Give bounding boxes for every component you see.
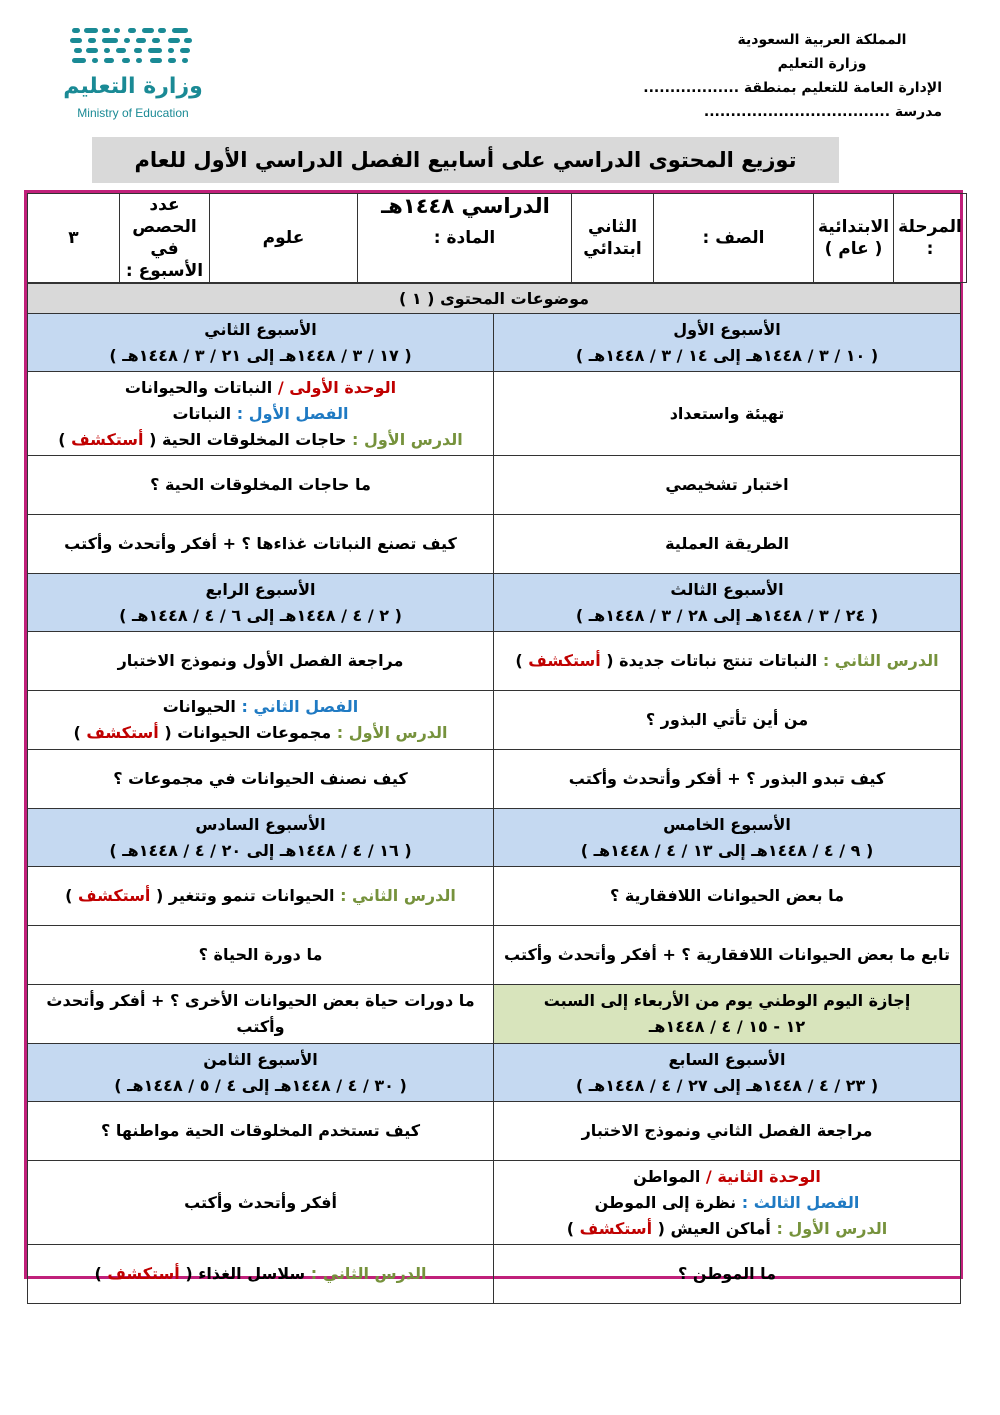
week-2-header: [28, 314, 494, 372]
week-6-cell-3: ما دورات حياة بعض الحيوانات الأخرى ؟ + أفكر وأتحدث وأكتب: [28, 985, 494, 1044]
chapter-title: نظرة إلى الموطن: [594, 1192, 737, 1212]
week-5-dates: ( ٩ / ٤ / ١٤٤٨هـ إلى ١٣ / ٤ / ١٤٤٨هـ ): [580, 840, 874, 860]
lesson-title: أماكن العيش: [670, 1218, 771, 1238]
paren: (: [164, 723, 172, 742]
table-row: [28, 515, 961, 574]
week-4-cell-3: كيف نصنف الحيوانات في مجموعات ؟: [28, 750, 494, 809]
logo-english-text: Ministry of Education: [77, 106, 189, 120]
colon: :: [741, 1192, 749, 1212]
week-5-cell-2: تابع ما بعض الحيوانات اللافقارية ؟ + أفكر وأتحدث وأكتب: [494, 926, 961, 985]
week-1-cell-1: تهيئة واستعداد: [494, 372, 961, 456]
logo-dots-icon: [68, 24, 198, 68]
chapter-label: الفصل الثاني: [253, 697, 359, 716]
table-row: [28, 1161, 961, 1245]
slash: /: [705, 1166, 712, 1186]
week-header-row: [28, 809, 961, 867]
lesson-label: الدرس الثاني: [352, 886, 456, 905]
ministry-header: [622, 28, 942, 124]
week-7-header: [494, 1044, 961, 1102]
table-row: [28, 750, 961, 809]
week-8-cell-2: أفكر وأتحدث وأكتب: [28, 1161, 494, 1245]
topics-row: [28, 284, 961, 314]
stage-value: الابتدائية ( عام ): [814, 194, 894, 283]
slash: /: [277, 377, 284, 397]
ministry-logo: [58, 24, 208, 124]
lesson-label: الدرس الأول: [788, 1218, 888, 1238]
table-row: [28, 1102, 961, 1161]
week-3-name: الأسبوع الثالث: [670, 579, 784, 599]
week-4-cell-1: مراجعة الفصل الأول ونموذج الاختبار: [28, 632, 494, 691]
paren: ): [58, 429, 66, 449]
paren: (: [606, 651, 614, 670]
week-1-name: الأسبوع الأول: [673, 319, 781, 339]
week-5-cell-1: ما بعض الحيوانات اللافقارية ؟: [494, 867, 961, 926]
week-header-row: [28, 314, 961, 372]
week-5-name: الأسبوع الخامس: [663, 814, 791, 834]
week-7-cell-3: ما الموطن ؟: [494, 1245, 961, 1304]
holiday-dates: ١٢ - ١٥ / ٤ / ١٤٤٨هـ: [648, 1017, 806, 1036]
info-table: [27, 193, 967, 283]
subject-value: علوم: [210, 194, 358, 283]
lesson-title: النباتات تنتج نباتات جديدة: [619, 651, 818, 670]
header-ministry: وزارة التعليم: [777, 56, 867, 72]
explore-tag: أستكشف: [528, 651, 601, 670]
lesson-title: حاجات المخلوقات الحية: [161, 429, 347, 449]
week-8-header: [28, 1044, 494, 1102]
info-row: [28, 194, 967, 283]
explore-tag: أستكشف: [86, 723, 159, 742]
week-4-cell-2: [28, 691, 494, 750]
paren: ): [94, 1264, 102, 1283]
header-directorate: الإدارة العامة للتعليم بمنطقة ..................: [643, 80, 942, 96]
colon: :: [822, 651, 830, 670]
paren: ): [73, 723, 81, 742]
topics-title: موضوعات المحتوى ( ١ ): [28, 284, 961, 314]
periods-value: ٣: [28, 194, 120, 283]
week-3-cell-3: كيف تبدو البذور ؟ + أفكر وأتحدث وأكتب: [494, 750, 961, 809]
unit-label: الوحدة الثانية: [717, 1166, 821, 1186]
chapter-title: الحيوانات: [162, 697, 236, 716]
week-2-cell-3: كيف تصنع النباتات غذاءها ؟ + أفكر وأتحدث وأكتب: [28, 515, 494, 574]
week-2-cell-2: ما حاجات المخلوقات الحية ؟: [28, 456, 494, 515]
week-1-cell-2: اختبار تشخيصي: [494, 456, 961, 515]
explore-tag: أستكشف: [579, 1218, 653, 1238]
table-row: [28, 632, 961, 691]
week-4-dates: ( ٢ / ٤ / ١٤٤٨هـ إلى ٦ / ٤ / ١٤٤٨هـ ): [119, 605, 402, 625]
distribution-table-frame: [24, 190, 963, 1283]
week-8-name: الأسبوع الثامن: [203, 1049, 318, 1069]
week-2-dates: ( ١٧ / ٣ / ١٤٤٨هـ إلى ٢١ / ٣ / ١٤٤٨هـ ): [109, 345, 412, 365]
colon: :: [336, 723, 344, 742]
paren: ): [566, 1218, 575, 1238]
week-1-cell-3: الطريقة العملية: [494, 515, 961, 574]
week-8-cell-3: [28, 1245, 494, 1304]
paren: ): [515, 651, 523, 670]
holiday-title: إجازة اليوم الوطني يوم من الأربعاء إلى السبت: [543, 991, 911, 1010]
week-5-header: [494, 809, 961, 867]
week-3-header: [494, 574, 961, 632]
week-4-header: [28, 574, 494, 632]
week-6-cell-1: [28, 867, 494, 926]
unit-title: المواطن: [633, 1166, 701, 1186]
lesson-title: سلاسل الغذاء: [198, 1264, 306, 1283]
lesson-label: الدرس الثاني: [834, 651, 939, 670]
explore-tag: أستكشف: [78, 886, 151, 905]
lesson-label: الدرس الثاني: [322, 1264, 427, 1283]
unit-label: الوحدة الأولى: [289, 377, 397, 397]
table-row: [28, 691, 961, 750]
week-header-row: [28, 1044, 961, 1102]
logo-arabic-text: وزارة التعليم: [63, 74, 203, 99]
table-row: [28, 926, 961, 985]
explore-tag: أستكشف: [71, 429, 144, 449]
week-4-name: الأسبوع الرابع: [205, 579, 316, 599]
colon: :: [241, 697, 248, 716]
week-3-cell-1: [494, 632, 961, 691]
paren: (: [185, 1264, 193, 1283]
paren: (: [657, 1218, 665, 1238]
colon: :: [351, 429, 359, 449]
week-8-dates: ( ٣٠ / ٤ / ١٤٤٨هـ إلى ٤ / ٥ / ١٤٤٨هـ ): [114, 1075, 407, 1095]
lesson-label: الدرس الأول: [363, 429, 463, 449]
week-7-cell-1: مراجعة الفصل الثاني ونموذج الاختبار: [494, 1102, 961, 1161]
subject-label: المادة :: [358, 194, 572, 283]
stage-label: المرحلة :: [894, 194, 967, 283]
week-6-header: [28, 809, 494, 867]
grade-value: الثاني ابتدائي: [572, 194, 654, 283]
week-2-name: الأسبوع الثاني: [204, 319, 317, 339]
table-row: [28, 867, 961, 926]
paren: ): [65, 886, 73, 905]
explore-tag: أستكشف: [107, 1264, 180, 1283]
week-7-name: الأسبوع السابع: [668, 1049, 786, 1069]
colon: :: [776, 1218, 783, 1238]
week-2-cell-1: [28, 372, 494, 456]
chapter-label: الفصل الثالث: [753, 1192, 860, 1212]
week-1-dates: ( ١٠ / ٣ / ١٤٤٨هـ إلى ١٤ / ٣ / ١٤٤٨هـ ): [575, 345, 879, 365]
grade-label: الصف :: [654, 194, 814, 283]
unit-title: النباتات والحيوانات: [124, 377, 273, 397]
header-school: مدرسة ...................................: [703, 104, 942, 120]
colon: :: [340, 886, 347, 905]
holiday-cell: [494, 985, 961, 1044]
week-1-header: [494, 314, 961, 372]
colon: :: [236, 403, 244, 423]
table-row: [28, 372, 961, 456]
week-3-dates: ( ٢٤ / ٣ / ١٤٤٨هـ إلى ٢٨ / ٣ / ١٤٤٨هـ ): [575, 605, 879, 625]
week-8-cell-1: كيف تستخدم المخلوقات الحية مواطنها ؟: [28, 1102, 494, 1161]
week-3-cell-2: من أين تأتي البذور ؟: [494, 691, 961, 750]
chapter-label: الفصل الأول: [248, 403, 349, 423]
week-7-cell-2: [494, 1161, 961, 1245]
paren: (: [149, 429, 157, 449]
table-row: [28, 456, 961, 515]
weeks-table: [27, 283, 961, 1304]
week-header-row: [28, 574, 961, 632]
week-7-dates: ( ٢٣ / ٤ / ١٤٤٨هـ إلى ٢٧ / ٤ / ١٤٤٨هـ ): [575, 1075, 879, 1095]
week-6-dates: ( ١٦ / ٤ / ١٤٤٨هـ إلى ٢٠ / ٤ / ١٤٤٨هـ ): [109, 840, 412, 860]
lesson-title: مجموعات الحيوانات: [177, 723, 332, 742]
lesson-title: الحيوانات تنمو وتتغير: [168, 886, 335, 905]
lesson-label: الدرس الأول: [348, 723, 448, 742]
week-6-cell-2: ما دورة الحياة ؟: [28, 926, 494, 985]
header-kingdom: المملكة العربية السعودية: [737, 32, 907, 48]
page-title: توزيع المحتوى الدراسي على أسابيع الفصل الدراسي الأول للعام الدراسي ١٤٤٨هـ: [92, 137, 839, 183]
periods-label: عدد الحصص في الأسبوع :: [120, 194, 210, 283]
table-row: [28, 1245, 961, 1304]
colon: :: [310, 1264, 318, 1283]
chapter-title: النباتات: [172, 403, 232, 423]
paren: (: [155, 886, 164, 905]
week-6-name: الأسبوع السادس: [195, 814, 326, 834]
table-row: [28, 985, 961, 1044]
